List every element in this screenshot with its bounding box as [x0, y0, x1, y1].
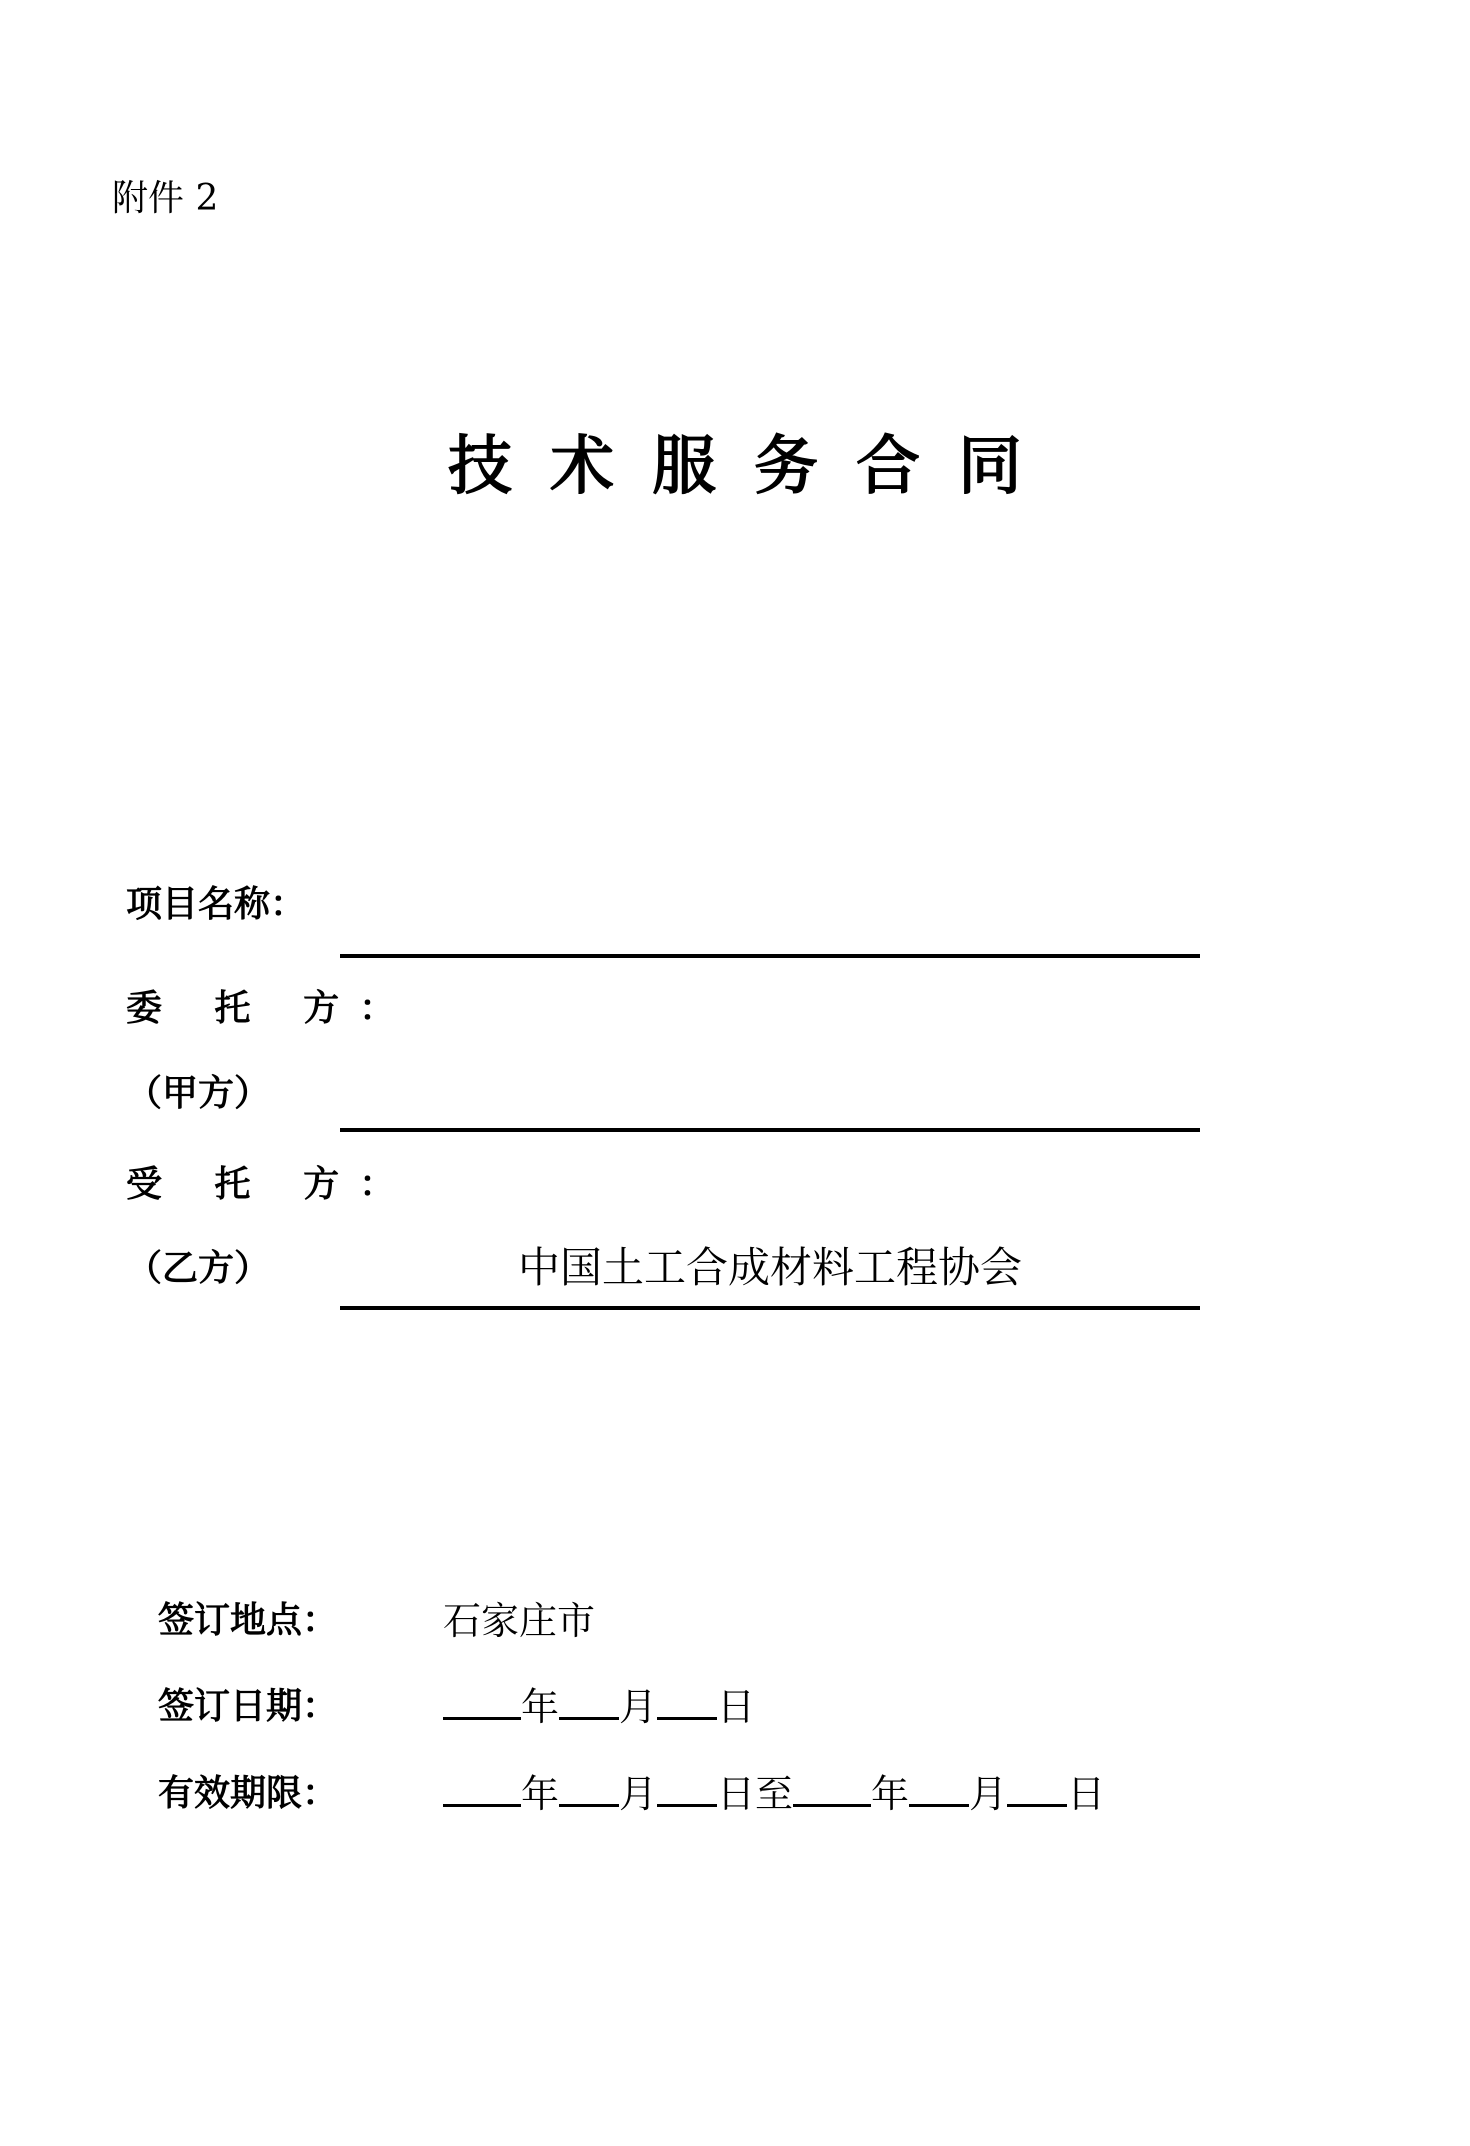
party-b-underline — [340, 1306, 1200, 1310]
signing-place-label: 签订地点： — [158, 1600, 339, 1641]
signing-place-value: 石家庄市 — [443, 1599, 596, 1643]
contractor-label: 受 托 方： — [126, 1164, 416, 1205]
page-title: 技术服务合同 — [448, 430, 1060, 504]
start-day-blank — [657, 1774, 717, 1807]
end-year-blank — [793, 1774, 871, 1807]
end-day-blank — [1007, 1774, 1067, 1807]
year-unit: 年 — [521, 1685, 560, 1729]
party-a-label: （甲方） — [126, 1073, 271, 1114]
attachment-label: 附件 2 — [112, 178, 219, 219]
day-blank — [657, 1687, 717, 1720]
month-unit: 月 — [619, 1685, 658, 1729]
end-month-unit: 月 — [969, 1772, 1008, 1816]
party-b-label: （乙方） — [126, 1248, 271, 1289]
validity-label: 有效期限： — [158, 1773, 339, 1814]
year-blank — [443, 1687, 521, 1720]
end-year-unit: 年 — [871, 1772, 910, 1816]
month-blank — [559, 1687, 619, 1720]
party-b-value: 中国土工合成材料工程协会 — [517, 1243, 1022, 1292]
validity-value — [443, 1763, 1105, 1818]
party-a-underline — [340, 1128, 1200, 1132]
start-month-blank — [559, 1774, 619, 1807]
signing-date-label: 签订日期： — [158, 1686, 339, 1727]
end-day-unit: 日 — [1067, 1772, 1106, 1816]
day-unit: 日 — [717, 1685, 756, 1729]
start-month-unit: 月 — [619, 1772, 658, 1816]
project-name-underline — [340, 954, 1200, 958]
signing-date-value — [443, 1676, 755, 1731]
start-day-to: 日至 — [717, 1772, 794, 1816]
end-month-blank — [909, 1774, 969, 1807]
start-year-blank — [443, 1774, 521, 1807]
start-year-unit: 年 — [521, 1772, 560, 1816]
project-name-label: 项目名称： — [126, 884, 307, 925]
client-label: 委 托 方： — [126, 988, 416, 1029]
